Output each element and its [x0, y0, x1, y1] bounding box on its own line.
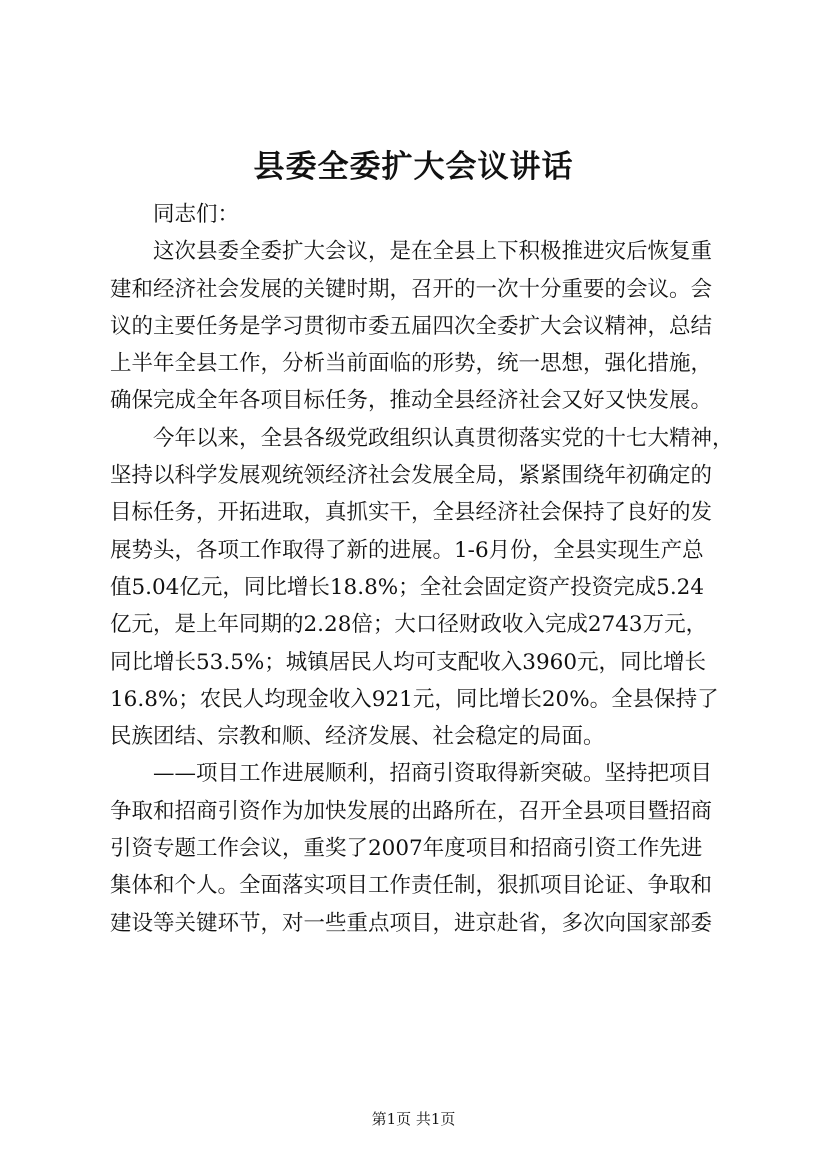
page-footer: 第1页 共1页	[371, 1110, 456, 1128]
body-line: 坚持以科学发展观统领经济社会发展全局，紧紧围绕年初确定的	[110, 463, 713, 489]
body-line: 16.8%；农民人均现金收入921元，同比增长20%。全县保持了	[110, 686, 719, 712]
body-line: 这次县委全委扩大会议，是在全县上下积极推进灾后恢复重	[153, 239, 713, 265]
body-line: 引资专题工作会议，重奖了2007年度项目和招商引资工作先进	[110, 836, 703, 862]
body-line: 建和经济社会发展的关键时期，召开的一次十分重要的会议。会	[110, 276, 713, 302]
body-line: 集体和个人。全面落实项目工作责任制，狠抓项目论证、争取和	[110, 873, 713, 899]
salutation-line: 同志们：	[153, 202, 240, 227]
body-line: 亿元，是上年同期的2.28倍；大口径财政收入完成2743万元，	[110, 612, 708, 638]
body-line: 展势头，各项工作取得了新的进展。1-6月份，全县实现生产总	[110, 537, 704, 563]
body-line: 争取和招商引资作为加快发展的出路所在，召开全县项目暨招商	[110, 798, 713, 824]
body-line: 建设等关键环节，对一些重点项目，进京赴省，多次向国家部委	[110, 910, 713, 936]
body-line: ——项目工作进展顺利，招商引资取得新突破。坚持把项目	[153, 761, 713, 787]
document-title: 县委全委扩大会议讲话	[253, 149, 574, 185]
body-line: 民族团结、宗教和顺、经济发展、社会稳定的局面。	[110, 724, 605, 750]
body-line: 确保完成全年各项目标任务，推动全县经济社会又好又快发展。	[110, 388, 713, 414]
document-body	[110, 196, 740, 942]
body-line: 目标任务，开拓进取，真抓实干，全县经济社会保持了良好的发	[110, 500, 713, 526]
body-line: 今年以来，全县各级党政组织认真贯彻落实党的十七大精神，	[153, 425, 734, 451]
body-line: 上半年全县工作，分析当前面临的形势，统一思想，强化措施，	[110, 351, 713, 377]
body-line: 值5.04亿元，同比增长18.8%；全社会固定资产投资完成5.24	[110, 574, 705, 600]
body-line: 议的主要任务是学习贯彻市委五届四次全委扩大会议精神，总结	[110, 313, 713, 339]
body-line: 同比增长53.5%；城镇居民人均可支配收入3960元，同比增长	[110, 649, 707, 675]
